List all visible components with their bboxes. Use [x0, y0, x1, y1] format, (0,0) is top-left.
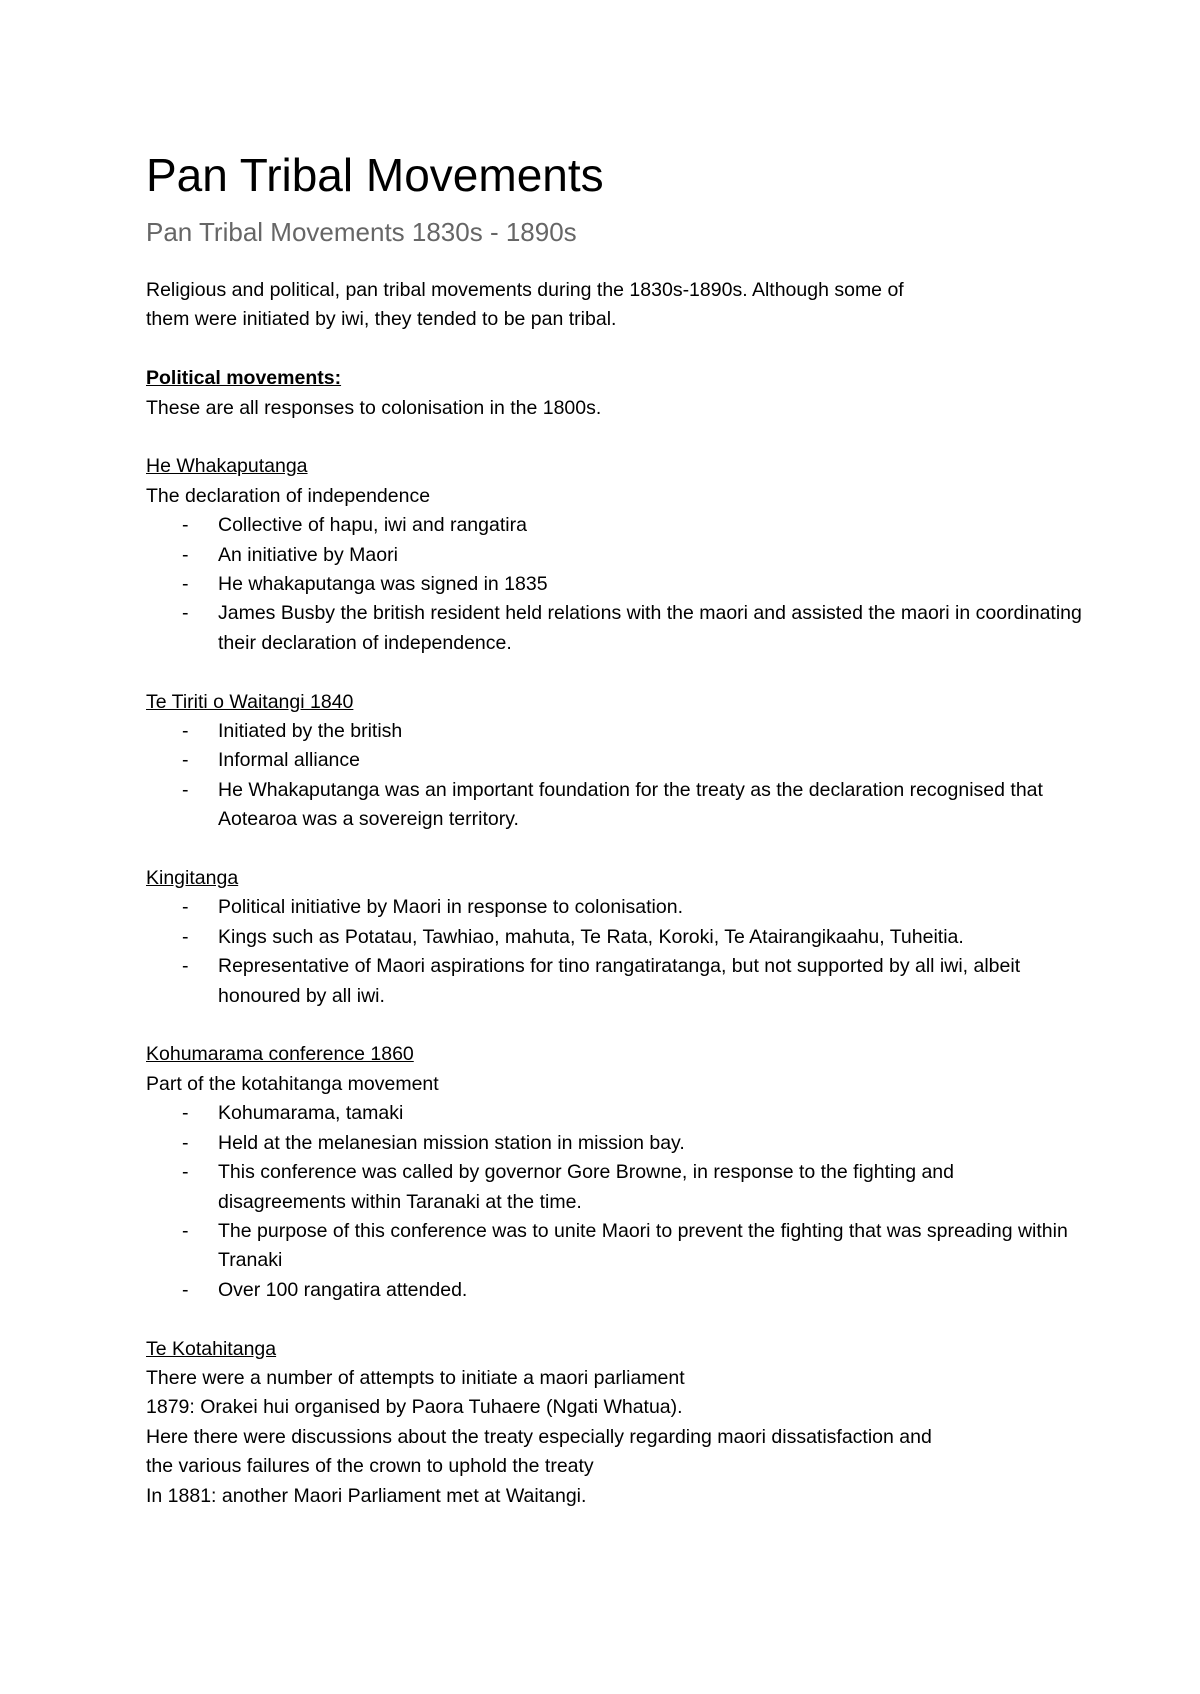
dash-bullet: -: [182, 925, 189, 948]
list-item: - This conference was called by governor Gore Browne, in response to the fighting and disagreements within Taranaki at the time.: [146, 1158, 1086, 1217]
document-subtitle: Pan Tribal Movements 1830s - 1890s: [146, 217, 577, 247]
political-movements-text: These are all responses to colonisation in the 1800s.: [146, 396, 602, 419]
section-te-tiriti: [146, 688, 1086, 835]
list-item: - An initiative by Maori: [146, 541, 1086, 570]
dash-bullet: -: [182, 1278, 189, 1301]
paragraph-line: 1879: Orakei hui organised by Paora Tuhaere (Ngati Whatua).: [146, 1396, 683, 1419]
document-page: [146, 144, 1086, 1511]
dash-bullet: -: [182, 602, 189, 625]
dash-bullet: -: [182, 749, 189, 772]
dash-bullet: -: [182, 1219, 189, 1242]
paragraph-line: Here there were discussions about the treaty especially regarding maori dissatisfaction and: [146, 1425, 932, 1448]
bullet-list: [146, 893, 1086, 1011]
intro-paragraph: [146, 276, 1086, 335]
bullet-list: [146, 1099, 1086, 1305]
section-heading: Te Tiriti o Waitangi 1840: [146, 690, 354, 713]
list-item: - Representative of Maori aspirations for tino rangatiratanga, but not supported by all iwi, albeit honoured by all iwi.: [146, 952, 1086, 1011]
list-item: - Held at the melanesian mission station in mission bay.: [146, 1129, 1086, 1158]
list-item: - He Whakaputanga was an important foundation for the treaty as the declaration recognised that Aotearoa was a sovereign territory.: [146, 776, 1086, 835]
section-subheading: The declaration of independence: [146, 484, 431, 507]
section-heading: Kingitanga: [146, 867, 239, 890]
section-heading: Te Kotahitanga: [146, 1337, 277, 1360]
bullet-list: [146, 717, 1086, 835]
dash-bullet: -: [182, 543, 189, 566]
dash-bullet: -: [182, 573, 189, 596]
list-item: - James Busby the british resident held relations with the maori and assisted the maori in coordinating their declaration of independence.: [146, 599, 1086, 658]
section-kohumarama: [146, 1040, 1086, 1305]
list-item: - The purpose of this conference was to unite Maori to prevent the fighting that was spreading within Tranaki: [146, 1217, 1086, 1276]
bullet-list: [146, 511, 1086, 658]
section-he-whakaputanga: [146, 452, 1086, 658]
dash-bullet: -: [182, 1161, 189, 1184]
dash-bullet: -: [182, 955, 189, 978]
list-item: - Over 100 rangatira attended.: [146, 1276, 1086, 1305]
section-kingitanga: [146, 864, 1086, 1011]
dash-bullet: -: [182, 720, 189, 743]
dash-bullet: -: [182, 778, 189, 801]
dash-bullet: -: [182, 514, 189, 537]
list-item: - Kohumarama, tamaki: [146, 1099, 1086, 1128]
intro-line: them were initiated by iwi, they tended to be pan tribal.: [146, 308, 617, 331]
document-title: Pan Tribal Movements: [146, 149, 604, 201]
paragraph-line: the various failures of the crown to uphold the treaty: [146, 1455, 594, 1478]
section-heading: He Whakaputanga: [146, 455, 308, 478]
list-item: - Initiated by the british: [146, 717, 1086, 746]
list-item: - Political initiative by Maori in response to colonisation.: [146, 893, 1086, 922]
political-movements-heading: Political movements:: [146, 367, 342, 390]
paragraph-line: There were a number of attempts to initiate a maori parliament: [146, 1366, 685, 1389]
intro-line: Religious and political, pan tribal movements during the 1830s-1890s. Although some of: [146, 279, 904, 301]
dash-bullet: -: [182, 1131, 189, 1154]
dash-bullet: -: [182, 896, 189, 919]
dash-bullet: -: [182, 1102, 189, 1125]
section-heading: Kohumarama conference 1860: [146, 1043, 414, 1066]
list-item: - Informal alliance: [146, 746, 1086, 775]
paragraph-line: In 1881: another Maori Parliament met at Waitangi.: [146, 1484, 587, 1507]
list-item: - He whakaputanga was signed in 1835: [146, 570, 1086, 599]
list-item: - Collective of hapu, iwi and rangatira: [146, 511, 1086, 540]
section-subheading: Part of the kotahitanga movement: [146, 1072, 439, 1095]
section-te-kotahitanga: [146, 1335, 1086, 1511]
list-item: - Kings such as Potatau, Tawhiao, mahuta, Te Rata, Koroki, Te Atairangikaahu, Tuheitia.: [146, 923, 1086, 952]
